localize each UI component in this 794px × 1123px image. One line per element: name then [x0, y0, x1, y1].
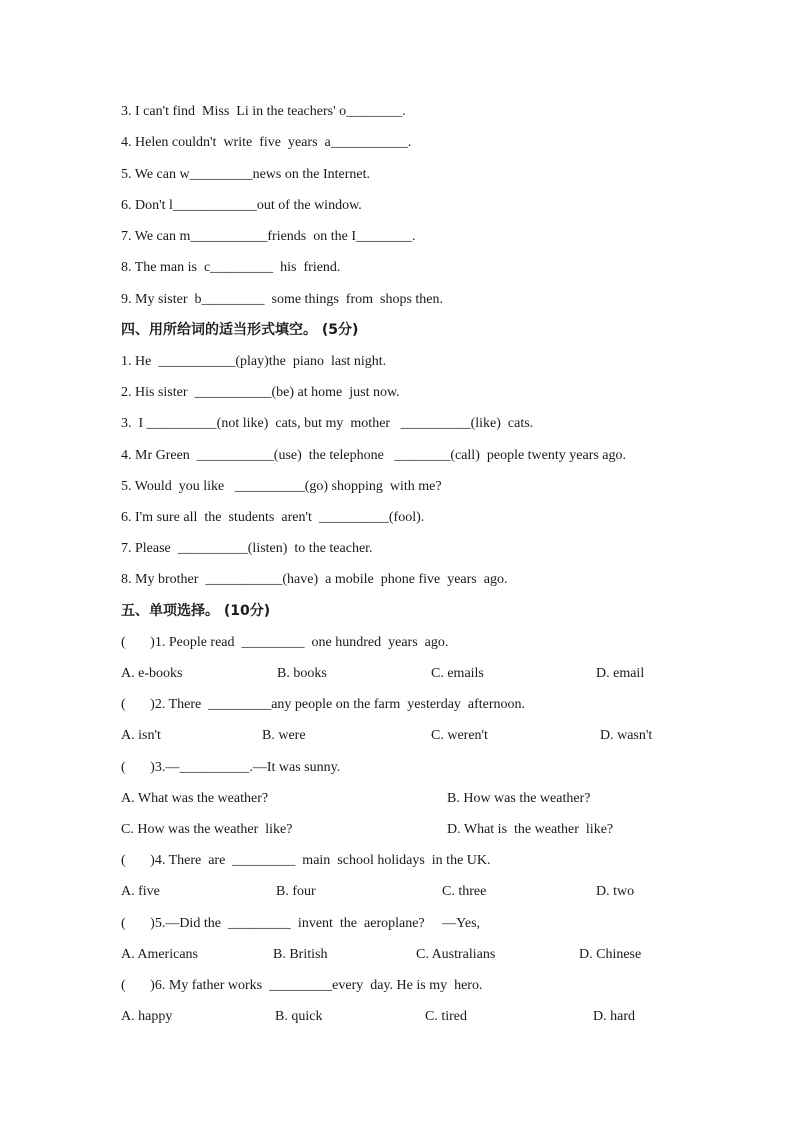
question-3-option-a: A. What was the weather? — [121, 791, 269, 806]
question-3-option-b: B. How was the weather? — [447, 791, 591, 806]
question-6-option-a: A. happy — [121, 1009, 173, 1024]
question-6-option-b: B. quick — [275, 1009, 323, 1024]
part3-item-6: 6. Don't l____________out of the window. — [121, 198, 362, 213]
question-5-stem: ( )5.—Did the _________ invent the aeroplane? —Yes, — [121, 916, 481, 931]
section5-heading: 五、单项选择。 (10分) — [121, 603, 271, 619]
section4-item-7: 7. Please __________(listen) to the teacher. — [121, 541, 373, 556]
question-2-option-d: D. wasn't — [600, 728, 653, 743]
question-2-option-b: B. were — [262, 728, 306, 743]
question-5-option-c: C. Australians — [416, 947, 496, 962]
question-2-option-c: C. weren't — [431, 728, 488, 743]
question-1-stem: ( )1. People read _________ one hundred years ago. — [121, 635, 449, 650]
question-1-option-c: C. emails — [431, 666, 484, 681]
section4-item-1: 1. He ___________(play)the piano last night. — [121, 354, 387, 369]
question-2-stem: ( )2. There _________any people on the farm yesterday afternoon. — [121, 697, 526, 712]
question-6-option-d: D. hard — [593, 1009, 635, 1024]
question-4-stem: ( )4. There are _________ main school holidays in the UK. — [121, 853, 491, 868]
question-3-option-c: C. How was the weather like? — [121, 822, 293, 837]
part3-item-4: 4. Helen couldn't write five years a___________. — [121, 135, 412, 150]
question-4-option-c: C. three — [442, 884, 487, 899]
section4-item-6: 6. I'm sure all the students aren't __________(fool). — [121, 510, 425, 525]
section4-item-2: 2. His sister ___________(be) at home just now. — [121, 385, 400, 400]
question-3-stem: ( )3.—__________.—It was sunny. — [121, 760, 341, 775]
part3-item-5: 5. We can w_________news on the Internet. — [121, 167, 370, 182]
question-6-stem: ( )6. My father works _________every day. He is my hero. — [121, 978, 483, 993]
question-1-option-a: A. e-books — [121, 666, 183, 681]
question-2-option-a: A. isn't — [121, 728, 161, 743]
question-5-option-a: A. Americans — [121, 947, 198, 962]
section4-item-4: 4. Mr Green ___________(use) the telephone ________(call) people twenty years ago. — [121, 448, 627, 463]
part3-item-9: 9. My sister b_________ some things from shops then. — [121, 292, 443, 307]
question-1-option-d: D. email — [596, 666, 645, 681]
question-4-option-a: A. five — [121, 884, 160, 899]
section4-item-8: 8. My brother ___________(have) a mobile phone five years ago. — [121, 572, 508, 587]
question-4-option-b: B. four — [276, 884, 316, 899]
part3-item-3: 3. I can't find Miss Li in the teachers' o________. — [121, 104, 406, 119]
question-5-option-b: B. British — [273, 947, 328, 962]
question-5-option-d: D. Chinese — [579, 947, 642, 962]
section4-heading: 四、用所给词的适当形式填空。 (5分) — [121, 322, 359, 338]
part3-item-8: 8. The man is c_________ his friend. — [121, 260, 341, 275]
question-3-option-d: D. What is the weather like? — [447, 822, 614, 837]
section4-item-5: 5. Would you like __________(go) shopping with me? — [121, 479, 442, 494]
section4-item-3: 3. I __________(not like) cats, but my mother __________(like) cats. — [121, 416, 534, 431]
question-1-option-b: B. books — [277, 666, 327, 681]
part3-item-7: 7. We can m___________friends on the I________. — [121, 229, 416, 244]
question-4-option-d: D. two — [596, 884, 635, 899]
question-6-option-c: C. tired — [425, 1009, 467, 1024]
